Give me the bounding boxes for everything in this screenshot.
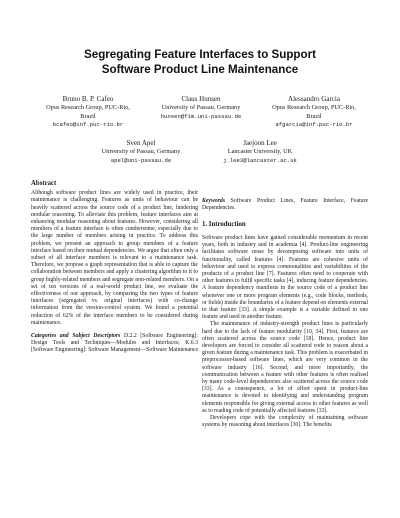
keywords-paragraph [202, 198, 368, 212]
categories-heading: Categories and Subject Descriptors [31, 333, 121, 340]
title-line-1: Segregating Feature Interfaces to Support [84, 48, 316, 61]
author-block [185, 139, 335, 165]
introduction-body [202, 235, 368, 429]
keywords-heading: Keywords [202, 198, 225, 204]
author-email: bcafeo@inf.puc-rio.br [52, 121, 124, 129]
author-name: Bruno B. P. Cafeo [62, 95, 114, 103]
author-affiliation: Lancaster University, UK [227, 148, 293, 155]
author-affiliation-country: Brazil [306, 112, 322, 120]
author-affiliation-country: Brazil [80, 112, 96, 120]
author-name: Alessandro Garcia [288, 95, 340, 103]
keywords-text: Software Product Lines, Feature Interface, Feature Dependencies. [202, 198, 369, 212]
paper-title [20, 48, 380, 77]
introduction-paragraph: Developers cope with the complexity of maintaining software systems by reasoning about interfaces [30]. The benefits [202, 415, 368, 429]
author-email: apel@uni-passau.de [110, 156, 172, 164]
abstract-text: Although software product lines are widely used in practice, their maintenance is challenging. Features as units of behaviour can be heavily scattered across the source code of a product line, hindering modular reasoning. To alleviate this problem, feature interfaces aim at enhancing modular reasoning about features. However, considering all members of a feature interface is often cumbersome, especially due to the large number of members arising in practice. To address this problem, we present an approach to group members of a feature interface based on their mutual dependencies. We argue that often only a subset of all interface members is relevant to a maintenance task. Therefore, we propose a graph representation that is able to capture the collaboration between members and apply a clustering algorithm to it to group highly-related members and segregate non-related members. On a set of ten versions of a real-world product line, we evaluate the effectiveness of our approach, by comparing the two types of feature interfaces (segregated vs. original interfaces) with co-change information from the version-control system. We found a potential reduction of 62% of the interface members to be considered during maintenance. [31, 190, 198, 326]
categories-paragraph [31, 333, 198, 355]
introduction-heading: 1. Introduction [202, 221, 246, 228]
author-email: j.lee3@lancaster.ac.uk [223, 156, 297, 164]
abstract-heading: Abstract [31, 180, 57, 187]
left-column [31, 180, 198, 355]
introduction-paragraph: Software product lines have gained considerable momentum in recent years, both in industry and in academia [4]. Product-line engineering facilitates software reuse by decomposing software into units of functionality, called features [4]. Features are cohesive units of behaviour and used to express commonalities and variabilities of the products of a product line [7]. Features often need to cooperate with other features to fulfil specific tasks [4], inducing feature dependencies. A feature dependency manifests in the source code of a product line whenever one or more program elements (e.g., code blocks, methods, or fields) inside the boundaries of a feature depend on elements external to that feature [33]. A simple example is a variable defined in one feature and used in another feature. [202, 235, 368, 321]
author-block [239, 95, 389, 130]
introduction-paragraph: The maintenance of industry-strength product lines is particularly hard due to the lack of feature modularity [10, 34]. First, features are often scattered across the source code [18]. Hence, product line developers are forced to consider all scattered code to reason about a given feature during a maintenance task. This problem is exacerbated in preprocessor-based software lines, which are very common in the software industry [16]. Second, and more importantly, the communication between a feature with other features is often realised by many code-level dependencies also scattered across the source code [33]. As a consequence, a lot of effort spent in product-line maintenance is devoted to identifying and understanding program elements responsible for giving external access to other features as well as to reading code of potentially affected features [33]. [202, 321, 368, 414]
categories-text: D.2.2 [Software Engineering]: Design Tools and Techniques—Modules and Interfaces; K.6.3 [Software Engineering]: Software Management—Software Maintenance [31, 333, 199, 354]
author-email: afgarcia@inf.puc-rio.br [275, 121, 353, 129]
author-name: Claus Hunsen [181, 95, 221, 103]
author-affiliation: Opus Research Group, PUC-Rio, [46, 104, 130, 111]
author-name: Sven Apel [126, 139, 156, 147]
author-affiliation: University of Passau, Germany [101, 148, 181, 155]
author-email: hunsen@fim.uni-passau.de [160, 112, 242, 120]
author-affiliation: Opus Research Group, PUC-Rio, [272, 104, 356, 111]
title-line-2: Software Product Line Maintenance [101, 62, 299, 76]
author-name: Jaejoon Lee [243, 139, 277, 147]
author-affiliation: University of Passau, Germany [161, 104, 241, 111]
